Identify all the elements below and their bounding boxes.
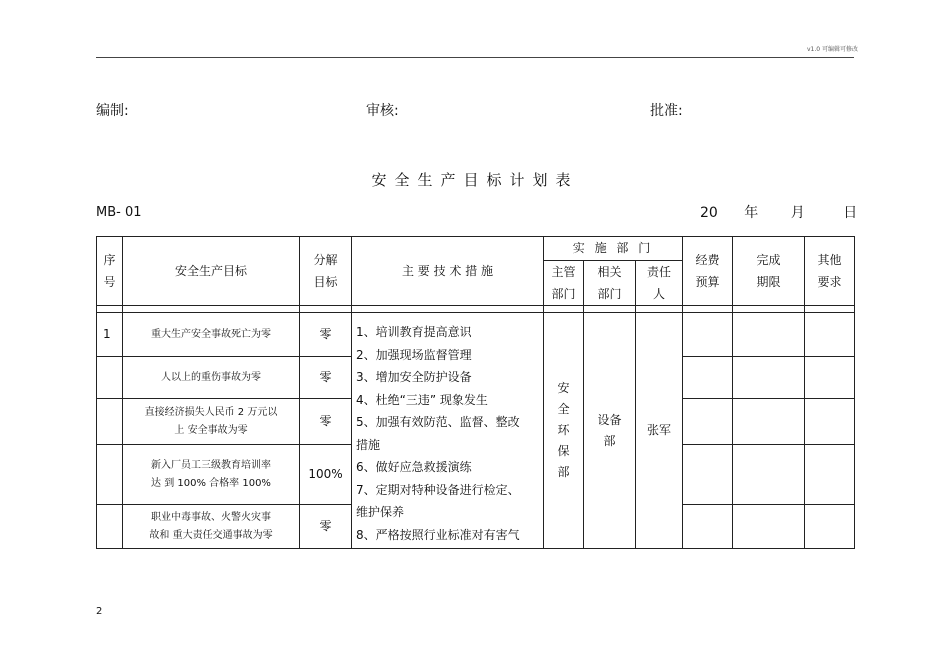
gap-cell [636,306,683,313]
other-cell [805,313,855,357]
row-target: 100% [300,445,352,505]
budget-cell [683,505,733,549]
header-rule [96,57,854,58]
header-seq: 序号 [97,237,123,306]
gap-cell [352,306,544,313]
row-goal: 重大生产安全事故死亡为零 [123,313,300,357]
budget-cell [683,445,733,505]
measure-item: 5、加强有效防范、监督、整改 [356,415,520,429]
row-target: 零 [300,313,352,357]
measure-item: 措施 [356,437,381,452]
header-other: 其他要求 [805,237,855,306]
budget-cell [683,313,733,357]
header-goal: 安全生产目标 [123,237,300,306]
deadline-cell [733,357,805,399]
date-month: 月 [790,205,805,221]
gap-cell [123,306,300,313]
measure-item: 维护保养 [356,505,405,519]
row-goal: 人以上的重伤事故为零 [123,357,300,399]
gap-cell [683,306,733,313]
approved-by-label: 批准: [650,103,683,119]
page-number: 2 [96,606,103,617]
measure-item: 8、严格按照行业标准对有害气 [356,527,520,542]
other-cell [805,445,855,505]
row-goal: 新入厂员工三级教育培训率达 到 100% 合格率 100% [123,445,300,505]
date-year-prefix: 20 [700,205,718,221]
document-code: MB- 01 [96,205,142,220]
header-dept-group: 实 施 部 门 [544,237,683,261]
deadline-cell [733,399,805,445]
other-cell [805,399,855,445]
gap-cell [544,306,584,313]
safety-goals-table [96,236,855,549]
row-goal: 职业中毒事故、火警火灾事故和 重大责任交通事故为零 [123,505,300,549]
row-goal: 直接经济损失人民币 2 万元以上 安全事故为零 [123,399,300,445]
date-line [700,202,857,222]
gap-cell [733,306,805,313]
row-target: 零 [300,357,352,399]
other-cell [805,505,855,549]
header-person: 责任人 [636,261,683,306]
gap-cell [584,306,636,313]
date-year: 年 [744,205,759,221]
measure-item: 2、加强现场监督管理 [356,347,472,362]
measure-item: 7、定期对特种设备进行检定、 [356,482,520,497]
row-seq: 1 [97,313,123,357]
budget-cell [683,399,733,445]
gap-cell [97,306,123,313]
technical-measures [352,313,544,549]
person-cell: 张军 [636,313,683,549]
deadline-cell [733,505,805,549]
header-breakdown: 分解目标 [300,237,352,306]
version-note: v1.0 可编辑可修改 [806,46,858,53]
gap-cell [805,306,855,313]
measure-item: 1、培训教育提高意识 [356,325,472,339]
row-target: 零 [300,505,352,549]
row-seq [97,505,123,549]
date-day: 日 [843,205,858,221]
header-deadline: 完成期限 [733,237,805,306]
deadline-cell [733,445,805,505]
row-seq [97,399,123,445]
measure-item: 6、做好应急救援演练 [356,460,472,474]
measure-item: 4、杜绝“三违” 现象发生 [356,392,488,407]
reviewed-by-label: 审核: [366,103,399,119]
lead-dept-cell: 安全环保部 [544,313,584,549]
deadline-cell [733,313,805,357]
row-seq [97,357,123,399]
other-cell [805,357,855,399]
document-title: 安全生产目标计划表 [371,171,579,189]
gap-cell [300,306,352,313]
related-dept-cell: 设备部 [584,313,636,549]
header-measures: 主 要 技 术 措 施 [352,237,544,306]
header-lead-dept: 主管部门 [544,261,584,306]
row-target: 零 [300,399,352,445]
row-seq [97,445,123,505]
header-budget: 经费预算 [683,237,733,306]
header-related-dept: 相关部门 [584,261,636,306]
budget-cell [683,357,733,399]
compiled-by-label: 编制: [96,103,129,119]
measure-item: 3、增加安全防护设备 [356,370,472,384]
